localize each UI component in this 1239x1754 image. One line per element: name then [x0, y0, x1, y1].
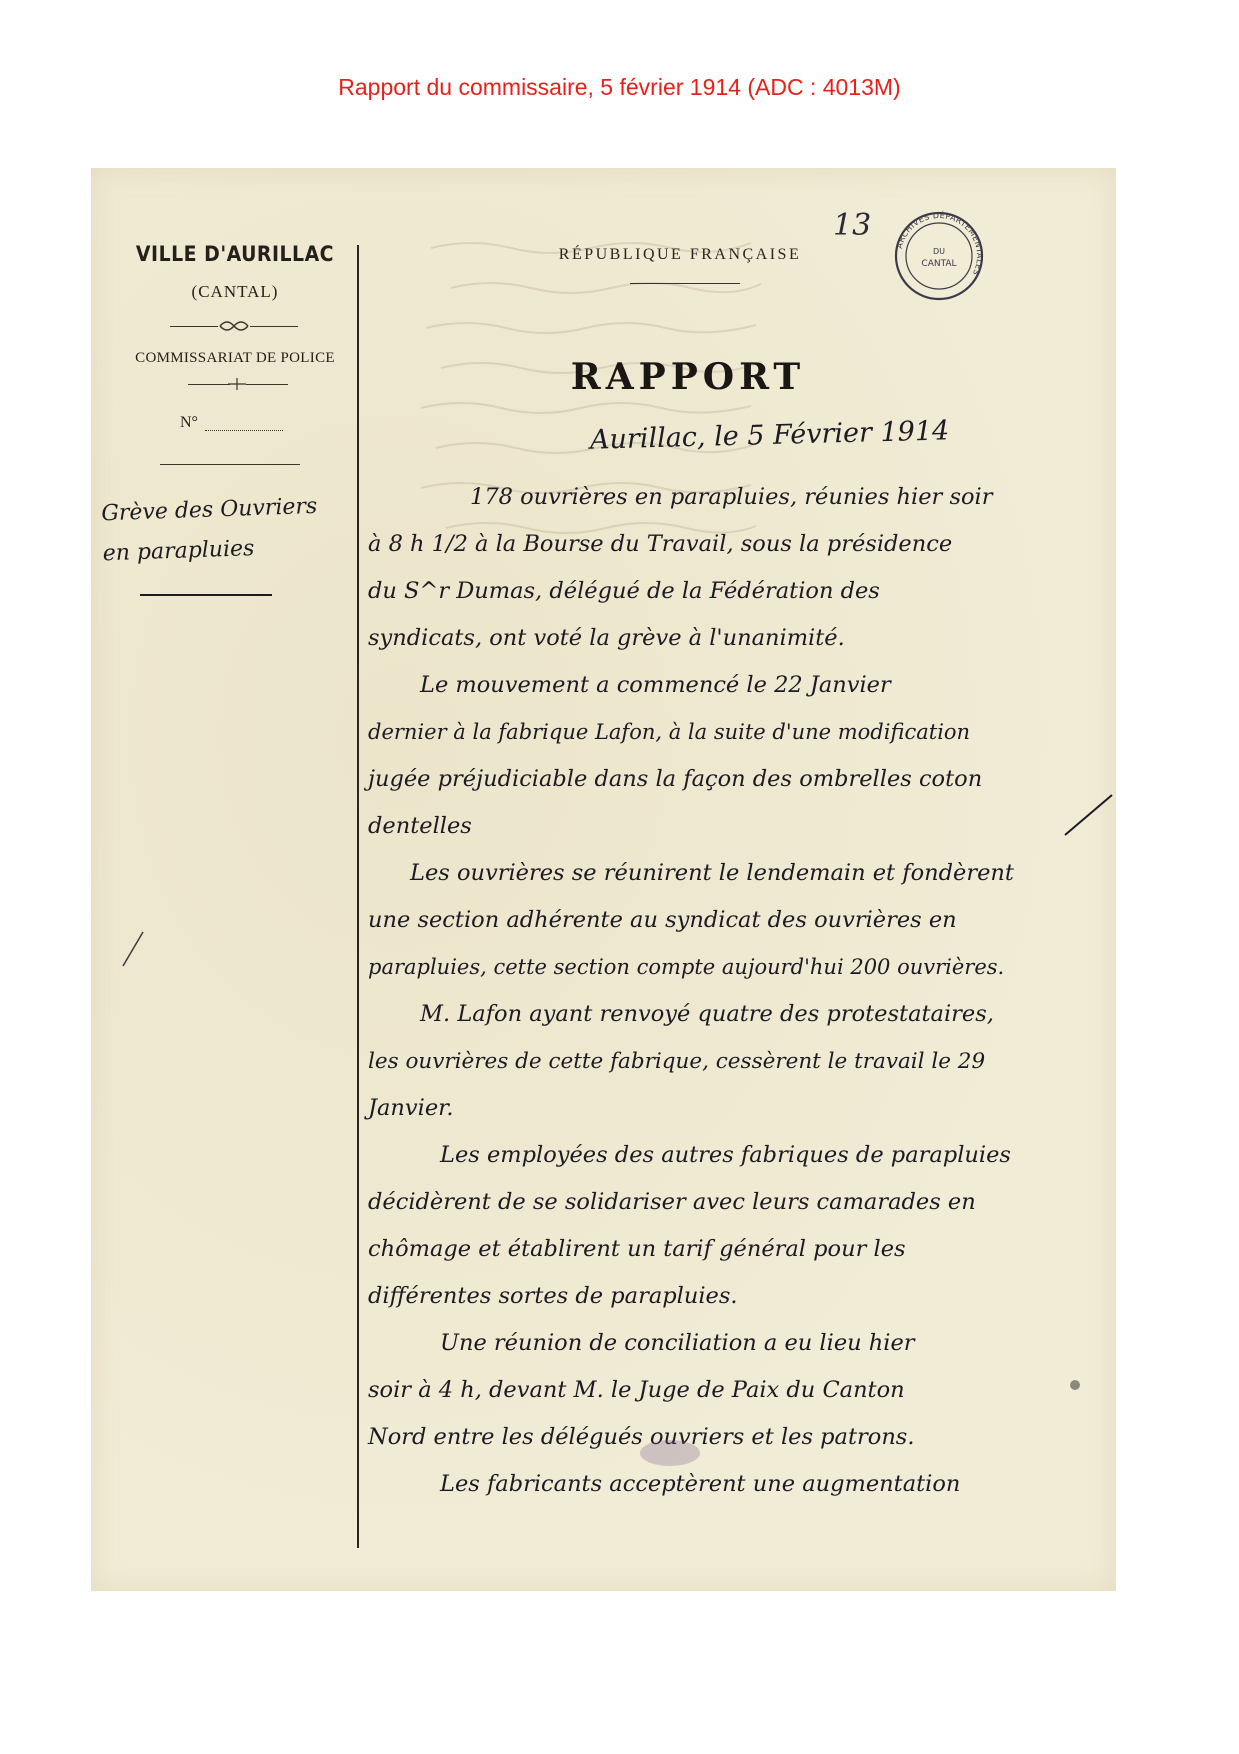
ornament-flourish: [218, 318, 250, 334]
ornament-rule: [188, 384, 230, 385]
ornament-star: [228, 378, 246, 390]
body-line: 178 ouvrières en parapluies, réunies hier soir: [470, 484, 993, 510]
date-line: Aurillac, le 5 Février 1914: [589, 415, 950, 456]
body-line: Les employées des autres fabriques de parapluies: [440, 1142, 1011, 1168]
stamp-ring-text: ARCHIVES DÉPARTEMENTALES: [894, 210, 985, 277]
stamp-du: DU: [932, 247, 946, 256]
body-line: soir à 4 h, devant M. le Juge de Paix du Canton: [368, 1377, 905, 1403]
margin-note-line: en parapluies: [102, 536, 255, 567]
body-line: différentes sortes de parapluies.: [368, 1283, 738, 1309]
body-line: du S^r Dumas, délégué de la Fédération des: [368, 578, 880, 604]
pen-stroke-mark: [1060, 790, 1120, 840]
document-title: RAPPORT: [570, 356, 806, 398]
body-line: Une réunion de conciliation a eu lieu hier: [440, 1330, 915, 1356]
ornament-rule: [160, 464, 300, 465]
letterhead-republic: RÉPUBLIQUE FRANÇAISE: [558, 246, 802, 263]
stamp-cantal: CANTAL: [921, 259, 957, 269]
body-line: décidèrent de se solidariser avec leurs camarades en: [368, 1189, 976, 1215]
archives-stamp-icon: [893, 210, 985, 302]
margin-note-line: Grève des Ouvriers: [100, 493, 318, 527]
body-line: jugée préjudiciable dans la façon des ombrelles coton: [368, 766, 983, 792]
republic-underline: [630, 283, 740, 284]
body-line: à 8 h 1/2 à la Bourse du Travail, sous la présidence: [368, 531, 953, 557]
ornament-rule: [250, 326, 298, 327]
ink-smudge: [640, 1440, 700, 1466]
page-caption: Rapport du commissaire, 5 février 1914 (ADC : 4013M): [338, 74, 901, 100]
column-divider: [357, 245, 359, 1548]
body-line: M. Lafon ayant renvoyé quatre des protestataires,: [420, 1001, 994, 1027]
body-line: syndicats, ont voté la grève à l'unanimité.: [368, 625, 845, 651]
body-line: chômage et établirent un tarif général pour les: [368, 1236, 906, 1262]
margin-note-underline: [140, 594, 272, 596]
ornament-rule: [170, 326, 218, 327]
body-line: Nord entre les délégués ouvriers et les patrons.: [368, 1424, 915, 1450]
ornament-rule: [246, 384, 288, 385]
body-line: dentelles: [368, 813, 472, 839]
body-line: dernier à la fabrique Lafon, à la suite d'une modification: [368, 720, 971, 744]
body-line: les ouvrières de cette fabrique, cessèrent le travail le 29: [368, 1049, 986, 1074]
folio-number: 13: [833, 208, 872, 243]
body-line: Le mouvement a commencé le 22 Janvier: [420, 672, 891, 698]
pen-stroke-mark: [118, 930, 148, 970]
body-line: une section adhérente au syndicat des ouvrières en: [368, 907, 957, 933]
report-body: [368, 474, 1113, 1508]
letterhead-city: VILLE D'AURILLAC: [135, 242, 335, 266]
margin-note: [101, 486, 354, 575]
letterhead-department: (CANTAL): [191, 282, 279, 301]
body-line: parapluies, cette section compte aujourd'hui 200 ouvrières.: [368, 955, 1005, 979]
body-line: Les fabricants acceptèrent une augmentation: [440, 1471, 961, 1497]
body-line: Les ouvrières se réunirent le lendemain et fondèrent: [410, 860, 1014, 886]
report-number-field: [205, 430, 283, 431]
letterhead-office: COMMISSARIAT DE POLICE: [135, 350, 335, 366]
report-number-label: N°: [180, 414, 198, 431]
ink-speck: [1070, 1380, 1080, 1390]
body-line: Janvier.: [368, 1095, 454, 1121]
